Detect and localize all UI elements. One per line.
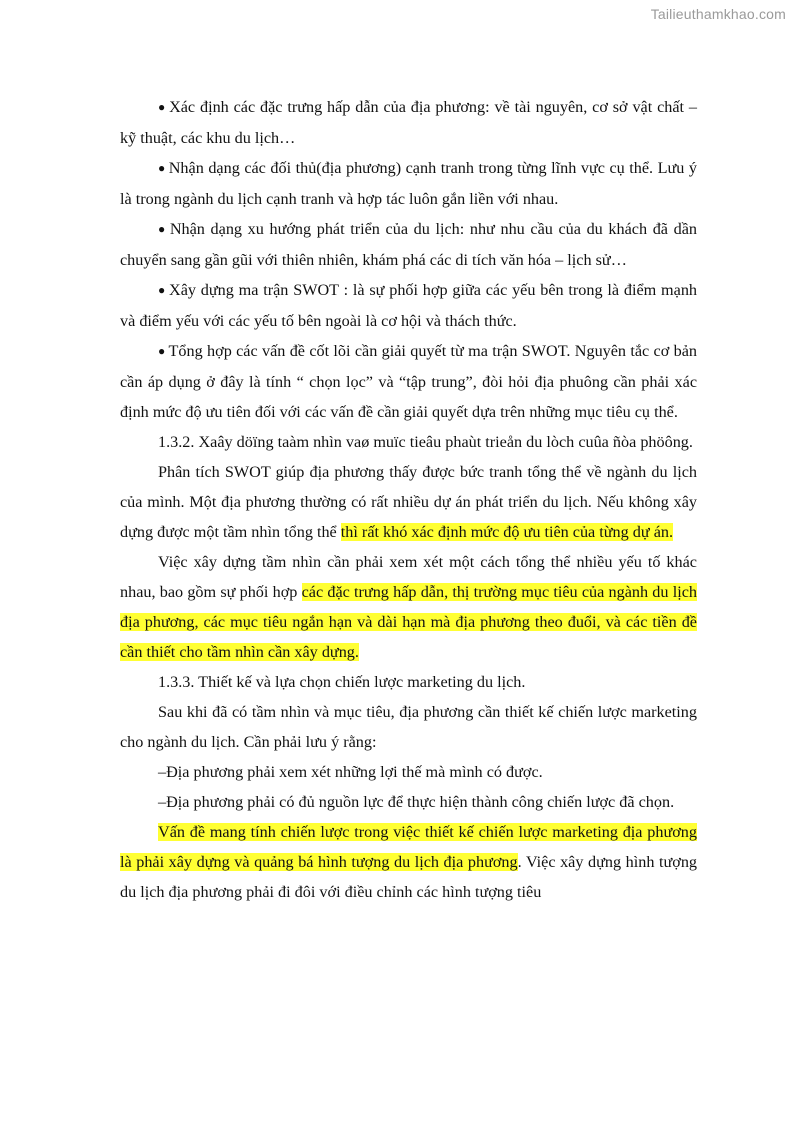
document-body — [120, 92, 697, 907]
paragraph: Sau khi đã có tầm nhìn và mục tiêu, địa phương cần thiết kế chiến lược marketing cho ngành du lịch. Cần phải lưu ý rằng: — [120, 703, 697, 751]
bullet-paragraph: ● Nhận dạng xu hướng phát triển của du lịch: như nhu cầu của du khách đã dần chuyển sang gần gũi với thiên nhiên, khám phá các di tích văn hóa – lịch sử… — [120, 220, 697, 269]
dash-item: –Địa phương phải có đủ nguồn lực để thực hiện thành công chiến lược đã chọn. — [158, 793, 675, 811]
bullet-icon: ● — [158, 344, 166, 358]
highlighted-text: thì rất khó xác định mức độ ưu tiên của từng dự án. — [340, 523, 674, 541]
highlighted-text: Vấn đề mang tính chiến lược trong việc thiết kế chiến lược marketing địa phương là phải xây dựng và quảng bá hình tượng du lịch địa phương — [120, 823, 697, 871]
dash-item: –Địa phương phải xem xét những lợi thế mà mình có được. — [158, 763, 543, 781]
paragraph: Vấn đề mang tính chiến lược trong việc thiết kế chiến lược marketing địa phương là phải xây dựng và quảng bá hình tượng du lịch địa phương. Việc xây dựng hình tượng du lịch địa phương phải đi đôi với điều chỉnh các hình tượng tiêu — [120, 823, 698, 901]
highlighted-text: các đặc trưng hấp dẫn, thị trường mục tiêu của ngành du lịch địa phương, các mục tiêu ngắn hạn và dài hạn mà địa phương theo đuổi, và các tiền đề cần thiết cho tầm nhìn cần xây dựng. — [120, 583, 697, 661]
bullet-icon: ● — [158, 100, 167, 114]
paragraph: Phân tích SWOT giúp địa phương thấy được bức tranh tổng thể về ngành du lịch của mình. Một địa phương thường có rất nhiều dự án phát triển du lịch. Nếu không xây dựng được một tầm nhìn tổng thể thì rất khó xác định mức độ ưu tiên của từng dự án. — [120, 463, 697, 541]
watermark: Tailieuthamkhao.com — [650, 6, 786, 22]
paragraph: Việc xây dựng tầm nhìn cần phải xem xét một cách tổng thể nhiều yếu tố khác nhau, bao gồm sự phối hợp các đặc trưng hấp dẫn, thị trường mục tiêu của ngành du lịch địa phương, các mục tiêu ngắn hạn và dài hạn mà địa phương theo đuổi, và các tiền đề cần thiết cho tầm nhìn cần xây dựng. — [120, 553, 697, 661]
bullet-icon: ● — [158, 161, 166, 175]
bullet-paragraph: ● Tổng hợp các vấn đề cốt lõi cần giải quyết từ ma trận SWOT. Nguyên tắc cơ bản cần áp dụng ở đây là tính “ chọn lọc” và “tập trung”, đòi hỏi địa phuông cần phải xác định mức độ ưu tiên đối với các vấn đề cần giải quyết dựa trên những mục tiêu cụ thể. — [120, 342, 698, 421]
section-heading: 1.3.3. Thiết kế và lựa chọn chiến lược marketing du lịch. — [158, 673, 526, 691]
bullet-icon: ● — [158, 283, 167, 297]
bullet-paragraph: ● Xây dựng ma trận SWOT : là sự phối hợp giữa các yếu bên trong là điểm mạnh và điểm yếu với các yếu tố bên ngoài là cơ hội và thách thức. — [120, 281, 698, 330]
bullet-paragraph: ● Xác định các đặc trưng hấp dẫn của địa phương: về tài nguyên, cơ sở vật chất – kỹ thuật, các khu du lịch… — [120, 98, 697, 147]
bullet-icon: ● — [158, 222, 167, 236]
bullet-paragraph: ● Nhận dạng các đối thủ(địa phương) cạnh tranh trong từng lĩnh vực cụ thể. Lưu ý là trong ngành du lịch cạnh tranh và hợp tác luôn gắn liền với nhau. — [120, 159, 697, 208]
section-heading: 1.3.2. Xaây döïng taàm nhìn vaø muïc tieâu phaùt trieån du lòch cuûa ñòa phöông. — [158, 433, 693, 451]
